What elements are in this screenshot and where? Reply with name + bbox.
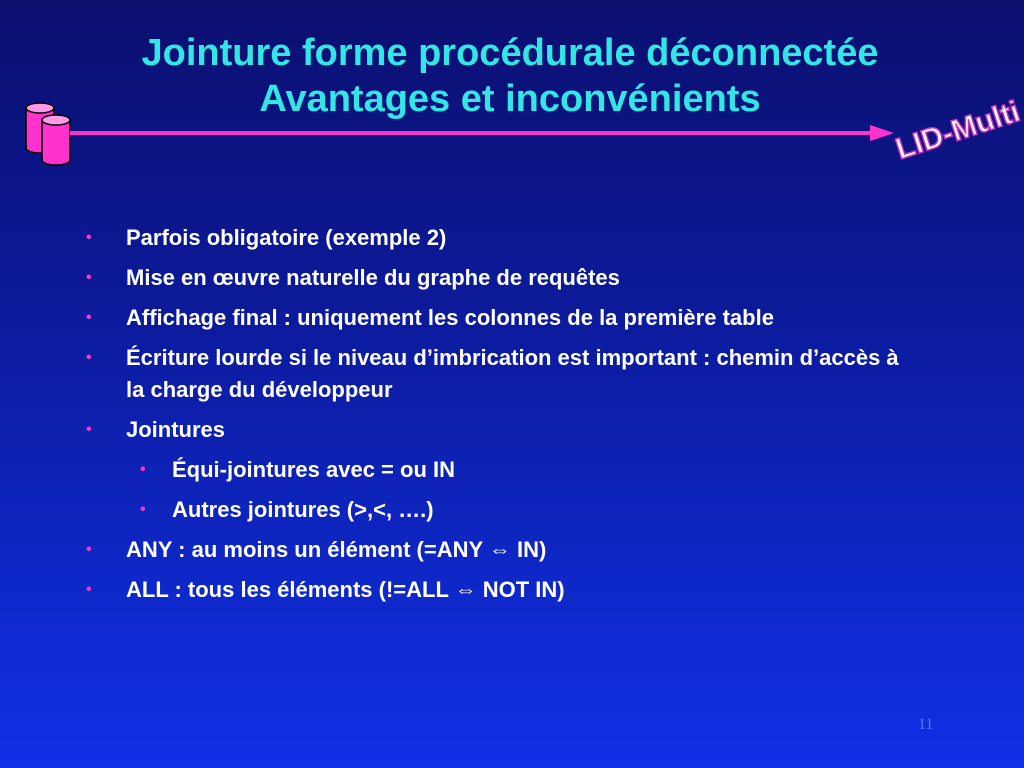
page-number: 11 <box>918 716 934 733</box>
bullet-icon: • <box>86 309 92 326</box>
bullet-item <box>86 414 916 446</box>
sub-bullet-item <box>86 494 916 526</box>
bullet-icon: • <box>86 421 92 438</box>
bullet-text: Autres jointures (>,<, ….) <box>172 497 434 522</box>
bullet-item <box>86 262 916 294</box>
bullet-item <box>86 574 916 606</box>
bullet-text: Équi-jointures avec = ou IN <box>172 457 456 482</box>
bullet-icon: • <box>86 581 92 598</box>
bullet-icon: • <box>86 349 92 366</box>
bullet-text: ALL : tous les éléments (!=ALL ⇔ NOT IN) <box>126 577 565 602</box>
bullet-icon: • <box>86 269 92 286</box>
header-divider <box>70 131 876 135</box>
slide-title <box>80 30 940 122</box>
bullet-icon: • <box>140 461 146 478</box>
bullet-text: Affichage final : uniquement les colonnes de la première table <box>126 305 774 330</box>
bullet-list <box>86 222 916 614</box>
bullet-text: Jointures <box>126 417 226 442</box>
bullet-icon: • <box>86 229 92 246</box>
bullet-icon: • <box>86 541 92 558</box>
bullet-text: Parfois obligatoire (exemple 2) <box>126 225 447 250</box>
slide-title-line-1: Jointure forme procédurale déconnectée <box>141 32 879 74</box>
bullet-item <box>86 302 916 334</box>
bullet-text: ANY : au moins un élément (=ANY ⇔ IN) <box>126 537 547 562</box>
slide-title-line-2: Avantages et inconvénients <box>259 78 761 120</box>
bullet-item <box>86 534 916 566</box>
bullet-text: Écriture lourde si le niveau d’imbrication est important : chemin d’accès à la charge du développeur <box>126 345 899 402</box>
bullet-icon: • <box>140 501 146 518</box>
bullet-item <box>86 222 916 254</box>
sub-bullet-item <box>86 454 916 486</box>
bullet-text: Mise en œuvre naturelle du graphe de requêtes <box>126 265 620 290</box>
lid-multi-logo: LID-Multi <box>891 95 1024 167</box>
bullet-item <box>86 342 916 406</box>
